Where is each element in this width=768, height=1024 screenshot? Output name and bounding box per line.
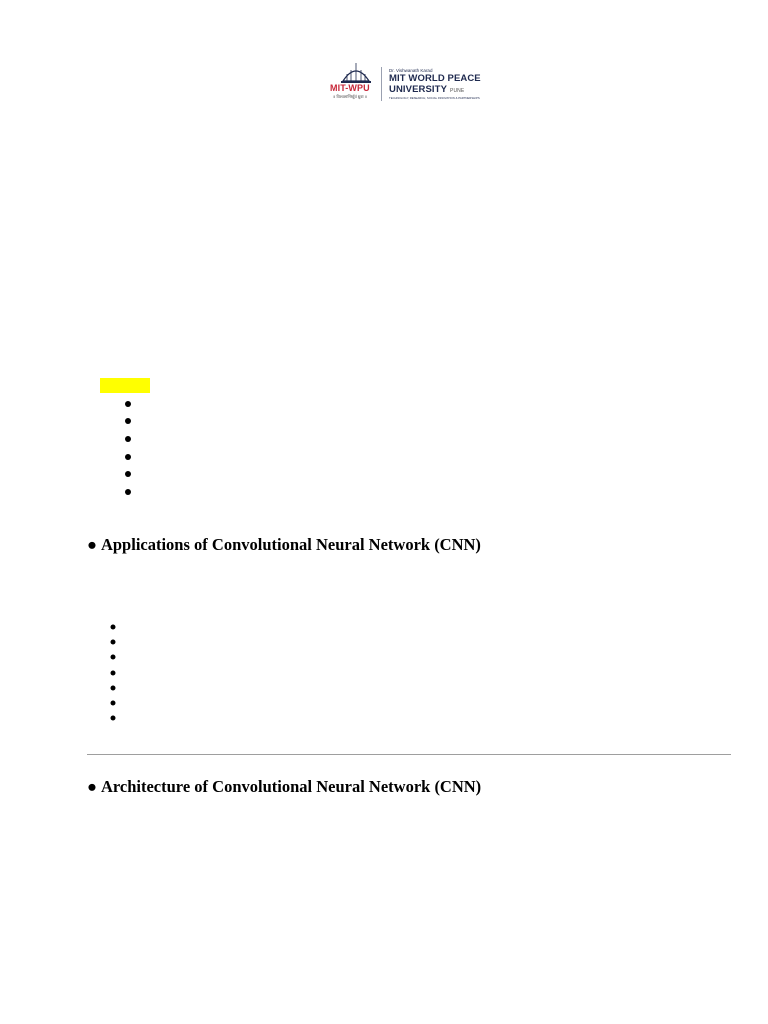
logo-line-3-suffix: PUNE (450, 88, 465, 94)
bullet-dot-icon (111, 670, 116, 675)
heading-bullet: ● (87, 777, 97, 796)
logo-line-4: TECHNOLOGY, RESEARCH, SOCIAL INNOVATION & PARTNERSHIPS (389, 96, 480, 100)
bullet-dot-icon (125, 489, 131, 495)
section-heading-architecture (87, 777, 481, 797)
logo-divider (381, 67, 383, 101)
bullet-dot-icon (111, 685, 116, 690)
bullet-dot-icon (125, 401, 131, 407)
dome-emblem-icon (330, 63, 382, 85)
section-heading-applications (87, 535, 481, 555)
heading-title: Architecture of Convolutional Neural Network (CNN) (100, 777, 482, 796)
bullet-dot-icon (111, 639, 116, 644)
bullet-dot-icon (111, 701, 116, 706)
bullet-dot-icon (111, 624, 116, 629)
bullet-dot-icon (125, 436, 131, 442)
bullet-dot-icon (125, 454, 131, 460)
highlighted-text-strip (100, 378, 150, 393)
logo-wordmark: MIT-WPU (330, 83, 370, 93)
logo-tagline: ॥ विश्वशान्तिर्ध्रुवं ध्रुवा ॥ (333, 94, 368, 99)
bullet-dot-icon (125, 471, 131, 477)
bullet-dot-icon (125, 418, 131, 424)
logo-line-2: MIT WORLD PEACE (389, 73, 481, 84)
logo-line-3 (389, 85, 464, 96)
heading-bullet: ● (87, 535, 97, 554)
bullet-dot-icon (111, 716, 116, 721)
university-logo (330, 63, 484, 103)
bullet-dot-icon (111, 655, 116, 660)
logo-line-1: Dr. Vishwanath Karad (389, 68, 433, 73)
logo-line-3-main: UNIVERSITY (389, 84, 448, 95)
horizontal-divider (87, 754, 731, 755)
heading-title: Applications of Convolutional Neural Network (CNN) (100, 535, 481, 554)
